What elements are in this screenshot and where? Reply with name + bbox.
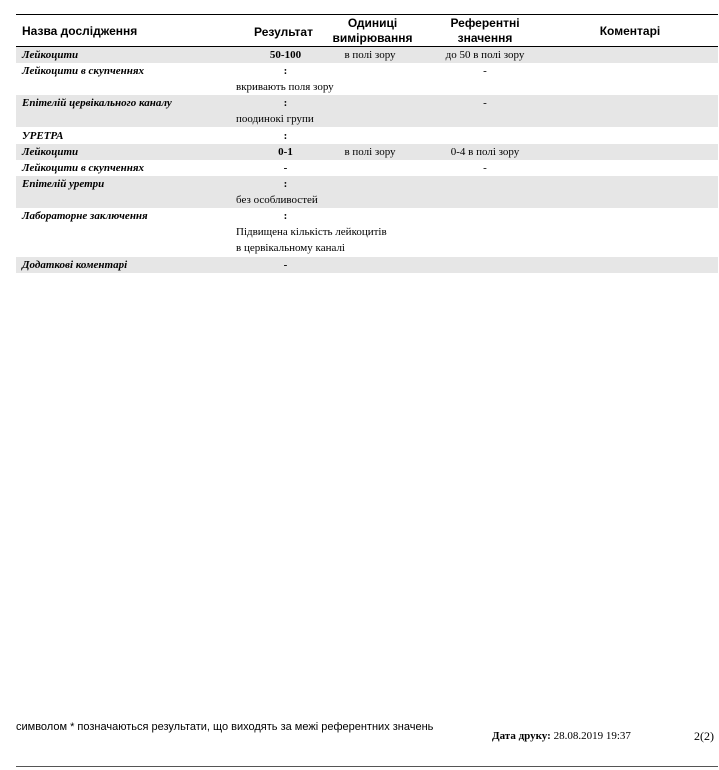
row-name: Лейкоцити в скупченнях (22, 65, 145, 77)
footnote: символом * позначаються результати, що виходять за межі референтних значень (16, 721, 434, 733)
header-name: Назва дослідження (22, 24, 138, 38)
top-rule (16, 14, 718, 15)
row-result: : (283, 178, 288, 190)
row-result-text: в цервікальному каналі (236, 242, 345, 254)
row-result-text: вкривають поля зору (236, 81, 334, 93)
row-result-text: Підвищена кількість лейкоцитів (236, 226, 387, 238)
row-name: Додаткові коментарі (22, 259, 128, 271)
header-ref-line2: значення (457, 31, 513, 45)
row-band (16, 176, 718, 208)
row-reference: - (483, 65, 487, 77)
row-result: 50-100 (269, 49, 302, 61)
print-date (492, 729, 631, 743)
header-units (330, 16, 415, 46)
row-name: Лейкоцити (22, 146, 79, 158)
header-comment: Коментарі (599, 24, 661, 38)
header-reference (440, 16, 530, 46)
row-result: - (283, 162, 288, 174)
row-result: 0-1 (278, 146, 293, 158)
page-number: 2(2) (694, 729, 714, 743)
row-reference: до 50 в полі зору (445, 49, 525, 61)
row-result: : (283, 210, 288, 222)
print-date-label: Дата друку: (492, 730, 551, 742)
bottom-rule (16, 766, 718, 767)
row-result-text: без особливостей (236, 194, 318, 206)
row-name: Епітелій цервікального каналу (22, 97, 172, 109)
row-result: : (283, 65, 288, 77)
row-reference: - (483, 97, 487, 109)
row-name: Епітелій уретри (22, 178, 105, 190)
header-units-line2: вимірювання (332, 31, 413, 45)
header-ref-line1: Референтні (450, 16, 520, 30)
row-result: - (283, 259, 288, 271)
row-result-text: поодинокі групи (236, 113, 314, 125)
header-result: Результат (254, 25, 313, 39)
row-units: в полі зору (344, 146, 396, 158)
row-name: Лабораторне заключення (22, 210, 148, 222)
print-date-value: 28.08.2019 19:37 (553, 730, 631, 742)
row-units: в полі зору (344, 49, 396, 61)
row-result: : (283, 130, 288, 142)
row-name: Лейкоцити (22, 49, 79, 61)
header-units-line1: Одиниці (347, 16, 398, 30)
row-result: : (283, 97, 288, 109)
row-section-title: УРЕТРА (22, 130, 64, 142)
row-reference: - (483, 162, 487, 174)
row-reference: 0-4 в полі зору (450, 146, 520, 158)
row-name: Лейкоцити в скупченнях (22, 162, 145, 174)
